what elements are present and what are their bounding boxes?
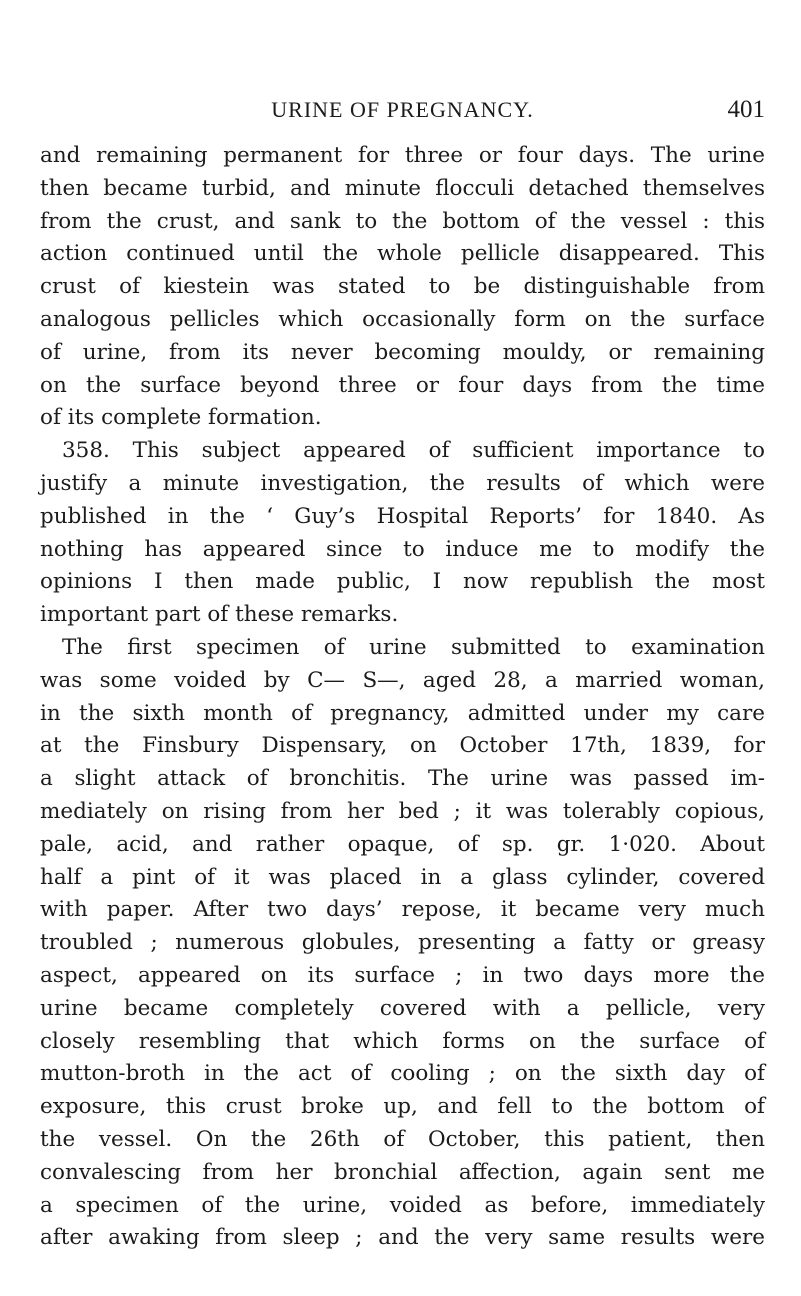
text-line: nothing has appeared since to induce me to modify the (40, 536, 765, 562)
text-line: in the sixth month of pregnancy, admitted under my care (40, 700, 765, 726)
text-line: action continued until the whole pellicle disappeared. This (40, 241, 765, 267)
text-line: and remaining permanent for three or four days. The urine (40, 143, 765, 168)
running-head (40, 96, 765, 124)
text-line: troubled ; numerous globules, presenting a fatty or greasy (40, 930, 765, 956)
text-line: the vessel. On the 26th of October, this patient, then (40, 1126, 765, 1152)
text-line: convalescing from her bronchial affection, again sent me (40, 1159, 765, 1185)
text-line: of its complete formation. (40, 405, 322, 431)
text-line: analogous pellicles which occasionally form on the surface (40, 306, 765, 332)
text-line: half a pint of it was placed in a glass cylinder, covered (40, 864, 765, 890)
text-line: from the crust, and sank to the bottom of the vessel : this (40, 208, 765, 234)
text-line: was some voided by C— S—, aged 28, a married woman, (40, 667, 765, 693)
text-line: urine became completely covered with a pellicle, very (40, 995, 765, 1021)
text-line: closely resembling that which forms on the surface of (40, 1028, 765, 1054)
text-line: aspect, appeared on its surface ; in two days more the (40, 962, 765, 988)
text-line: mediately on rising from her bed ; it was tolerably copious, (40, 798, 765, 824)
text-line: justify a minute investigation, the results of which were (40, 470, 765, 496)
text-line: of urine, from its never becoming mouldy, or remaining (40, 339, 765, 365)
text-line: pale, acid, and rather opaque, of sp. gr. 1·020. About (40, 831, 765, 857)
text-line: on the surface beyond three or four days from the time (40, 372, 765, 398)
text-line: opinions I then made public, I now republish the most (40, 569, 765, 595)
text-line: crust of kiestein was stated to be distinguishable from (40, 274, 765, 300)
text-line: a slight attack of bronchitis. The urine was passed im- (40, 766, 765, 792)
text-line: The first specimen of urine submitted to examination (62, 634, 765, 660)
text-line: a specimen of the urine, voided as before, immediately (40, 1192, 765, 1218)
running-title: URINE OF PREGNANCY. (271, 97, 534, 122)
text-line: with paper. After two days’ repose, it became very much (40, 897, 765, 923)
text-line: then became turbid, and minute flocculi detached themselves (40, 175, 765, 201)
page-number: 401 (727, 96, 765, 123)
text-line: after awaking from sleep ; and the very same results were (40, 1225, 765, 1251)
text-line: mutton-broth in the act of cooling ; on the sixth day of (40, 1061, 765, 1087)
body-text (40, 140, 765, 1255)
text-line: exposure, this crust broke up, and fell to the bottom of (40, 1094, 765, 1120)
text-line: published in the ‘ Guy’s Hospital Reports’ for 1840. As (40, 503, 765, 529)
text-line: 358. This subject appeared of sufficient importance to (62, 438, 765, 464)
text-line: at the Finsbury Dispensary, on October 17th, 1839, for (40, 733, 765, 759)
text-line: important part of these remarks. (40, 602, 399, 628)
